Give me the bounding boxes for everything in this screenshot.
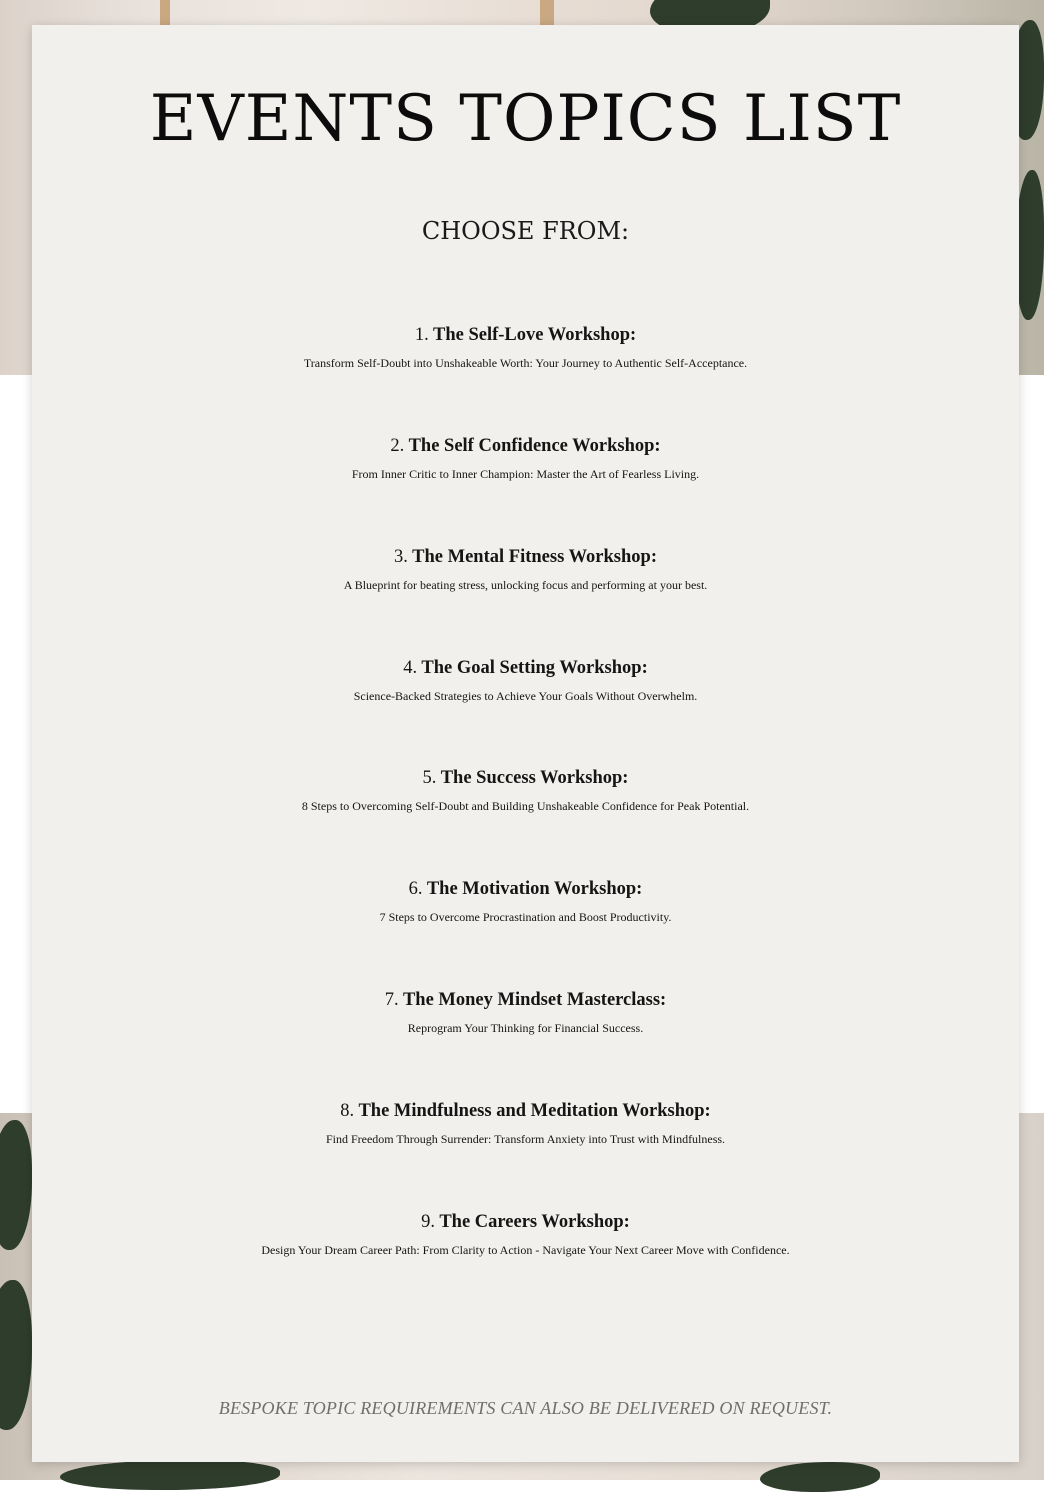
topic-name: The Self Confidence Workshop: — [408, 436, 661, 456]
topic-description: Design Your Dream Career Path: From Clarity to Action - Navigate Your Next Career Move with Confidence. — [261, 1243, 790, 1257]
topic-item — [32, 1208, 1019, 1264]
topic-name: The Careers Workshop: — [439, 1212, 630, 1232]
topic-number: 1. — [414, 325, 429, 345]
topic-heading — [32, 1097, 1019, 1125]
topic-number: 3. — [394, 547, 408, 567]
topic-heading — [32, 654, 1019, 682]
topic-name: The Money Mindset Masterclass: — [402, 990, 667, 1010]
topic-heading — [32, 986, 1019, 1014]
footer-note: BESPOKE TOPIC REQUIREMENTS CAN ALSO BE DELIVERED ON REQUEST. — [218, 1398, 833, 1418]
topic-heading — [32, 321, 1019, 349]
page-title: EVENTS TOPICS LIST — [149, 82, 902, 156]
topic-number: 5. — [422, 768, 437, 788]
topic-name: The Motivation Workshop: — [426, 879, 643, 899]
topic-name: The Mental Fitness Workshop: — [412, 547, 657, 567]
topic-description: From Inner Critic to Inner Champion: Master the Art of Fearless Living. — [351, 467, 700, 481]
topic-description: Science-Backed Strategies to Achieve Your Goals Without Overwhelm. — [353, 689, 698, 703]
plant-leaf-bottom-edge — [60, 1460, 280, 1490]
topic-number: 6. — [408, 879, 423, 899]
choose-from-heading: CHOOSE FROM: — [421, 217, 630, 245]
topic-name: The Mindfulness and Meditation Workshop: — [358, 1101, 711, 1121]
topic-number: 7. — [384, 990, 399, 1010]
topic-heading — [32, 875, 1019, 903]
topic-heading — [32, 1208, 1019, 1236]
topic-item — [32, 432, 1019, 488]
topic-number: 9. — [421, 1212, 436, 1232]
plant-leaf-bottom-right — [760, 1462, 880, 1492]
topic-heading — [32, 543, 1019, 571]
topic-item — [32, 543, 1019, 599]
topic-item — [32, 321, 1019, 377]
topic-number: 4. — [403, 658, 418, 678]
topic-number: 2. — [390, 436, 405, 456]
topic-heading — [32, 432, 1019, 460]
topic-item — [32, 875, 1019, 931]
topic-item — [32, 1097, 1019, 1153]
topics-card — [32, 25, 1019, 1462]
topic-name: The Success Workshop: — [440, 768, 629, 788]
topic-name: The Goal Setting Workshop: — [421, 658, 648, 678]
topic-description: Find Freedom Through Surrender: Transform Anxiety into Trust with Mindfulness. — [325, 1132, 726, 1146]
topic-name: The Self-Love Workshop: — [432, 325, 637, 345]
topic-description: 7 Steps to Overcome Procrastination and Boost Productivity. — [379, 910, 672, 924]
topic-description: Reprogram Your Thinking for Financial Success. — [407, 1021, 644, 1035]
topic-description: A Blueprint for beating stress, unlocking focus and performing at your best. — [343, 578, 708, 592]
topic-item — [32, 764, 1019, 820]
topic-item — [32, 654, 1019, 710]
topic-heading — [32, 764, 1019, 792]
topic-description: 8 Steps to Overcoming Self-Doubt and Building Unshakeable Confidence for Peak Potential. — [301, 799, 750, 813]
topic-number: 8. — [340, 1101, 355, 1121]
topic-description: Transform Self-Doubt into Unshakeable Worth: Your Journey to Authentic Self-Acceptance. — [303, 356, 748, 370]
topic-item — [32, 986, 1019, 1042]
